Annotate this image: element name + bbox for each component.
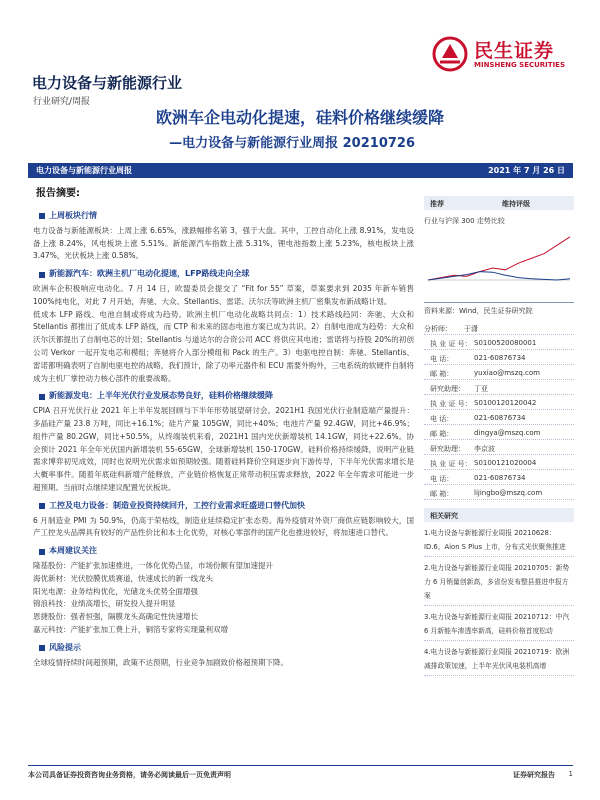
contact-value: 021-60876734 [474,414,526,422]
contact-value[interactable]: lijingbo@mszq.com [474,489,543,497]
section-heading: 新能源发电：上半年光伏行业发展态势良好，硅料价格继续缓降 [33,390,414,403]
contact-row [424,440,574,455]
footer-divider [28,765,573,766]
contact-row [424,335,574,350]
rating-header [424,196,574,210]
contact-row [424,395,574,410]
contact-label: 研究助理： [430,385,465,393]
section-paragraph: 全球疫情持续时间超预期，政策不达预期，行业竞争加剧致价格超预期下降。 [33,657,288,667]
main-content [33,205,414,669]
footer [28,770,573,782]
section-paragraph: CPIA 召开光伏行业 2021 年上半年发展回顾与下半年形势展望研讨会。2021H1 我国光伏行业制造端产量提升：多晶硅产量 23.8 万吨，同比+16.1%；硅片产量 105GW，同比+40%；电池片产量 92.4GW，同比+46.9%；组件产量 80.2GW，同比+50.5%，从终端装机来看，2021H1 国内光伏新增装机 14.1GW，同比+22.6%。协会预计 2021 年全年光伏国内新增装机 55-65GW，全球新增装机 150-170GW。硅料价格持续缓降，说明产业链需求博弈初见成效，同时也说明光伏需求如预期较强。随着硅料降价空间逐步向下游传导，下半年光伏需求增长是大概率事件。随着年底硅料新增产能释放，产业链价格恢复正常带动积压需求释放，2022 年全年需求可能进一步超预期。当前时点继续建议配置光伏板块。 [33,406,414,492]
analyst-row [424,320,574,335]
contact-row [424,365,574,380]
report-title: 欧洲车企电动化提速，硅料价格继续缓降 [155,108,444,127]
section-heading: 上周板块行情 [33,210,414,223]
trend-chart [424,228,574,298]
section-heading: 风险提示 [33,642,414,655]
contact-row [424,350,574,365]
contact-value: 021-60876734 [474,354,526,362]
contact-row [424,470,574,485]
section-heading: 工控及电力设备：制造业投资持续回升，工控行业需求旺盛进口替代加快 [33,500,414,513]
section-paragraph: 欧洲车企积极响应电动化。7 月 14 日，欧盟委员会提交了 “Fit for 55” 草案，草案要求到 2035 年新车销售 100%纯电化，对此 7 月开始，奔驰、大众、Stellantis、雷诺、沃尔沃等欧洲主机厂密集发布新战略计划。 [33,283,414,306]
stock-recommendation: 锦浪科技：业绩高增长，研发投入提升明显 [33,599,176,609]
stock-recommendation: 隆基股份：产能扩张加速推进，一体化优势凸显，市场份额有望加速提升 [33,560,273,570]
contact-row [424,425,574,440]
contact-value: 李京波 [474,445,495,453]
chart-title: 行业与沪深 300 走势比较 [424,217,505,225]
analyst-name: 于潇 [464,325,478,333]
rating-label: 推荐 [430,200,444,208]
contact-value[interactable]: dingya@mszq.com [474,429,541,437]
contact-label: 邮 箱： [430,490,454,498]
header-bar-left: 电力设备与新能源行业周报 [36,166,132,175]
brand-name-cn: 民生证券 [474,40,555,62]
contact-value: S0100520080001 [474,339,537,347]
contact-label: 研究助理： [430,445,465,453]
contact-value: 丁亚 [474,385,488,393]
contact-label: 电 话： [430,475,454,483]
contact-row [424,455,574,470]
abstract-label: 报告摘要: [36,188,80,199]
contact-value: S0100121020004 [474,459,537,467]
footer-disclaimer: 本公司具备证券投资咨询业务资格，请务必阅读最后一页免责声明 [28,771,231,779]
report-date: 2021 年 7 月 26 日 [488,166,565,175]
stock-recommendation: 海优新材：光伏胶膜优质赛道，快速成长的新一线龙头 [33,573,213,583]
contact-label: 执 业 证 号： [430,340,472,348]
brand-name-en: MINSHENG SECURITIES [474,61,565,69]
stock-recommendation: 恩捷股份：强者恒强，隔膜龙头高确定性快速增长 [33,612,198,622]
analyst-label: 分析师： [424,325,452,333]
contact-row [424,410,574,425]
contact-value: 021-60876734 [474,474,526,482]
footer-label: 证券研究报告 [513,771,555,779]
section-paragraph: 6 月制造业 PMI 为 50.9%，仍高于荣枯线，制造业延续稳定扩张态势。海外疫情对外资厂商供应链影响较大，国产工控龙头品牌具有较好的产品性价比和本土化优势，对核心零部件的国产化也推进较好，将加速进口替代。 [33,515,414,538]
contact-value[interactable]: yuxiao@mszq.com [474,369,540,377]
sidebar [424,196,574,676]
section-heading: 新能源汽车：欧洲主机厂电动化提速，LFP路线走向全球 [33,268,414,281]
report-header-bar [28,163,573,178]
report-subtitle: —电力设备与新能源行业周报 20210726 [169,136,415,151]
contact-label: 邮 箱： [430,370,454,378]
contact-label: 执 业 证 号： [430,400,472,408]
chart-source: 资料来源：Wind，民生证券研究院 [424,302,574,316]
stock-recommendation: 嘉元科技：产能扩张加工费上升，铜箔专家将实现量利双增 [33,624,228,634]
section-paragraph: 电力设备与新能源板块：上周上涨 6.65%，涨跌幅排名第 3，强于大盘。其中，工控自动化上涨 8.91%，发电设备上涨 8.24%，风电板块上涨 5.51%。新能源汽车指数上涨 5.31%，锂电池指数上涨 5.23%，核电板块上涨 3.47%，光伏板块上涨 0.58%。 [33,225,414,261]
brand-logo [432,34,582,76]
section-paragraph: 低成本 LFP 路线、电池自制或将成为趋势。欧洲主机厂电动化战略共同点：1）技术路线趋同：奔驰、大众和 Stellantis 都推出了低成本 LFP 路线，而 CTP 和未来的固态电池方案已成为共识。2）自制电池成为趋势：大众和沃尔沃都提出了自制电芯的计划；Stellantis 与道达尔的合资公司 ACC 将供应其电池；雷诺将与持股 20%的初创公司 Verkor 一起开发电芯和模组；奔驰将介入部分模组和 Pack 的生产。3）电驱电控自制：奔驰、Stellantis、雷诺都明确表明了自制电驱电控的战略，我们预计，除了功率元器件和 ECU 需要外购外，三电系统的软硬件自制将成为主机厂掌控动力核心部件的重要战略。 [33,309,414,383]
contact-value: S0100120120042 [474,399,537,407]
related-research-item[interactable]: 3.电力设备与新能源行业周报 20210712：中汽 6 月新能车渗透率新高，硅料价格首度松动 [424,610,574,641]
stock-recommendation: 阳光电源：业务结构优化，光储龙头优势全面增强 [33,586,198,596]
section-heading: 本周建议关注 [33,545,414,558]
contact-label: 邮 箱： [430,430,454,438]
related-research-item[interactable]: 4.电力设备与新能源行业周报 20210719：欧洲减排政策加速，上半年光伏风电装机高增 [424,645,574,676]
contact-row [424,485,574,500]
rating-value: 维持评级 [502,200,530,208]
contact-label: 电 话： [430,355,454,363]
related-research-title: 相关研究 [424,508,574,522]
contact-row [424,380,574,395]
related-research-item[interactable]: 2.电力设备与新能源行业周报 20210705：新势力 6 月销量创新高，多省份发布整县推进申报方案 [424,561,574,606]
related-research-item[interactable]: 1.电力设备与新能源行业周报 20210628：ID.6、Aion S Plus 上市，分布式光伏聚焦推进 [424,526,574,557]
page-number: 1 [568,770,573,778]
report-type: 行业研究/周报 [33,97,91,107]
industry-title: 电力设备与新能源行业 [32,74,183,92]
brand-logo-icon [432,36,468,72]
contact-label: 电 话： [430,415,454,423]
contact-label: 执 业 证 号： [430,460,472,468]
